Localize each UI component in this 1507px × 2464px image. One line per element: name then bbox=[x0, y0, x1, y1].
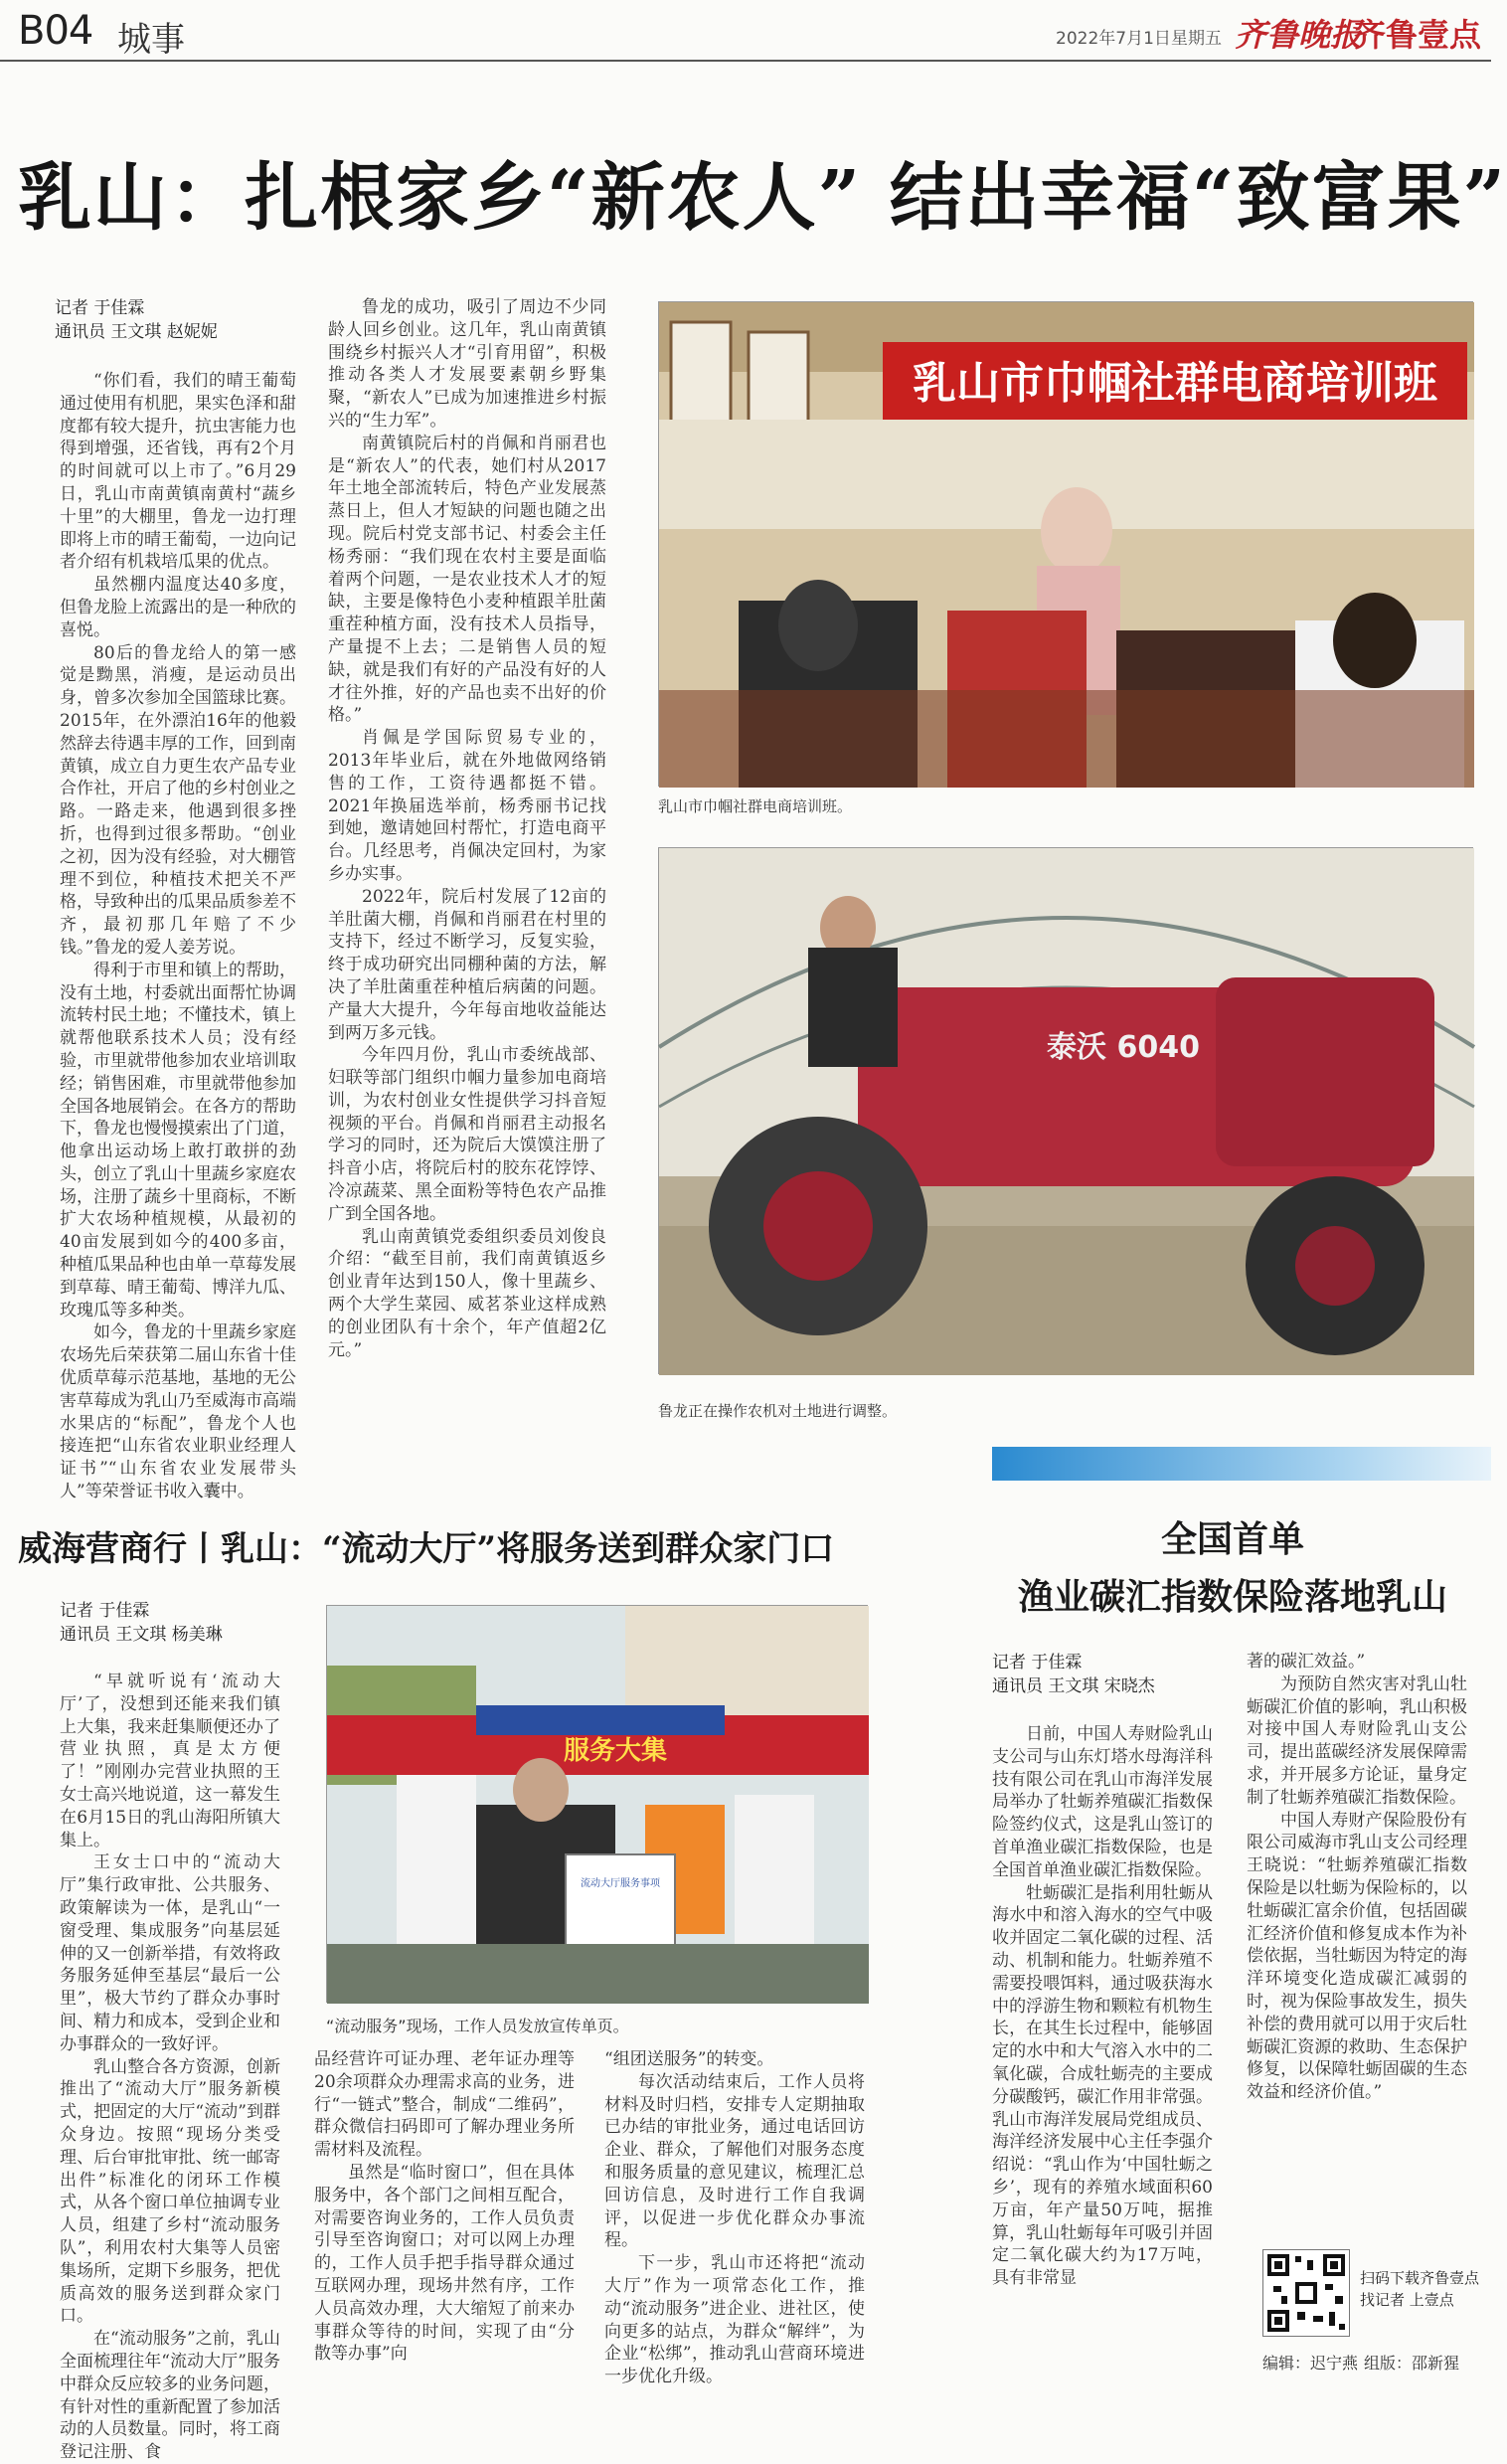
qr-caption bbox=[1360, 2267, 1479, 2311]
editor-credit: 编辑：迟宁燕 bbox=[1262, 2354, 1359, 2373]
article2-column-1 bbox=[60, 1671, 280, 2464]
article2-byline-correspondent: 通讯员 王文琪 杨美琳 bbox=[60, 1625, 223, 1645]
article1-byline-reporter: 记者 于佳霖 bbox=[55, 298, 145, 318]
article3-paragraph: 中国人寿财产保险股份有限公司威海市乳山支公司经理王晓说：“牡蛎养殖碳汇指数保险是以牡蛎为保险标的，以牡蛎碳汇富余价值，包括固碳汇经济价值和修复成本作为补偿依据，当牡蛎因为特定的海洋环境变化造成碳汇减弱的时，视为保险事故发生，损失补偿的费用就可以用于灾后牡蛎碳汇资源的救助、生态保护修复，以保障牡蛎固碳的生态效益和经济价值。” bbox=[1247, 1810, 1467, 2103]
page-number: B04 bbox=[18, 8, 93, 54]
article2-byline-reporter: 记者 于佳霖 bbox=[60, 1601, 150, 1621]
brand-logo-main: 齐鲁晚报 bbox=[1235, 16, 1363, 54]
article3-paragraph: 日前，中国人寿财险乳山支公司与山东灯塔水母海洋科技有限公司在乳山市海洋发展局举办了牡蛎养殖碳汇指数保险签约仪式，这是乳山签订的首单渔业碳汇指数保险，也是全国首单渔业碳汇指数保险。 bbox=[992, 1724, 1213, 1880]
article1-paragraph: 鲁龙的成功，吸引了周边不少同龄人回乡创业。这几年，乳山南黄镇围绕乡村振兴人才“引育用留”，积极推动各类人才发展要素朝乡野集聚，“新农人”已成为加速推进乡村振兴的“生力军”。 bbox=[328, 297, 606, 431]
article1-paragraph: 肖佩是学国际贸易专业的，2013年毕业后，就在外地做网络销售的工作，工资待遇都挺不错。2021年换届选举前，杨秀丽书记找到她，邀请她回村帮忙，打造电商平台。几经思考，肖佩决定回村，为家乡办实事。 bbox=[328, 728, 606, 884]
article3-paragraph: 为预防自然灾害对乳山牡蛎碳汇价值的影响，乳山积极对接中国人寿财险乳山支公司，提出蓝碳经济发展保障需求，并开展多方论证，量身定制了牡蛎养殖碳汇指数保险。 bbox=[1247, 1673, 1467, 1808]
article2-paragraph: 品经营许可证办理、老年证办理等20余项群众办理需求高的业务，进行“一链式”整合，制成“二维码”，群众微信扫码即可了解办理业务所需材料及流程。 bbox=[314, 2049, 575, 2161]
article1-byline bbox=[55, 296, 218, 344]
article2-column-3 bbox=[604, 2048, 865, 2388]
article3-headline-line1: 全国首单 bbox=[1160, 1518, 1304, 1560]
article2-byline bbox=[60, 1599, 223, 1647]
article2-column-2 bbox=[314, 2048, 575, 2366]
article3-byline bbox=[992, 1651, 1155, 1698]
tractor-photo bbox=[658, 847, 1473, 1374]
article1-paragraph: 乳山南黄镇党委组织委员刘俊良介绍：“截至目前，我们南黄镇返乡创业青年达到150人，像十里蔬乡、两个大学生菜园、威茗茶业这样成熟的创业团队有十余个，年产值超2亿元。” bbox=[328, 1226, 606, 1360]
article2-paragraph: “组团送服务”的转变。 bbox=[604, 2049, 774, 2069]
section-color-bar bbox=[992, 1447, 1491, 1481]
article2-paragraph: 在“流动服务”之前，乳山全面梳理往年“流动大厅”服务中群众反应较多的业务问题，有针对性的重新配置了参加活动的人员数量。同时，将工商登记注册、食 bbox=[60, 2329, 280, 2463]
service-sign-text: 流动大厅服务事项 bbox=[581, 1878, 660, 1889]
tractor-photo-art bbox=[659, 848, 1474, 1375]
article1-paragraph: 虽然棚内温度达40多度，但鲁龙脸上流露出的是一种欣的喜悦。 bbox=[60, 575, 296, 640]
tractor-photo-caption: 鲁龙正在操作农机对土地进行调整。 bbox=[658, 1402, 898, 1420]
article1-paragraph: 80后的鲁龙给人的第一感觉是黝黑，消瘦，是运动员出身，曾多次参加全国篮球比赛。2015年，在外漂泊16年的他毅然辞去待遇丰厚的工作，回到南黄镇，成立自力更生农产品专业合作社，开启了他的乡村创业之路。一路走来，他遇到很多挫折，也得到过很多帮助。“创业之初，因为没有经验，对大棚管理不到位，种植技术把关不严格，导致种出的瓜果品质参差不齐，最初那几年赔了不少钱。”鲁龙的爱人姜芳说。 bbox=[60, 642, 296, 958]
article3-byline-correspondent: 通讯员 王文琪 宋晓杰 bbox=[992, 1676, 1155, 1696]
article3-headline-line2: 渔业碳汇指数保险落地乳山 bbox=[1017, 1576, 1447, 1618]
issue-date: 2022年7月1日 bbox=[1056, 29, 1171, 49]
article1-paragraph: 2022年，院后村发展了12亩的羊肚菌大棚，肖佩和肖丽君在村里的支持下，经过不断学习，反复实验，终于成功研究出同棚种菌的方法，解决了羊肚菌重茬种植后病菌的问题。产量大大提升，今年每亩地收益能达到两万多元钱。 bbox=[328, 886, 606, 1043]
article1-paragraph: 今年四月份，乳山市委统战部、妇联等部门组织巾帼力量参加电商培训，为农村创业女性提供学习抖音短视频的平台。肖佩和肖丽君主动报名学习的同时，还为院后大馍馍注册了抖音小店，将院后村的胶东花饽饽、冷凉蔬菜、黑全面粉等特色农产品推广到全国各地。 bbox=[328, 1045, 606, 1224]
mobile-service-photo-art bbox=[327, 1606, 869, 2004]
article2-headline: 威海营商行丨乳山：“流动大厅”将服务送到群众家门口 bbox=[18, 1529, 835, 1569]
header-rule bbox=[0, 60, 1491, 62]
article2-paragraph: 每次活动结束后，工作人员将材料及时归档，安排专人定期抽取已办结的审批业务，通过电话回访企业、群众，了解他们对服务态度和服务质量的意见建议，梳理汇总回访信息，及时进行工作自我调评，以促进一步优化群众办事流程。 bbox=[604, 2071, 865, 2251]
training-photo-caption: 乳山市巾帼社群电商培训班。 bbox=[658, 797, 853, 815]
training-class-photo bbox=[658, 301, 1473, 787]
article1-paragraph: 如今，鲁龙的十里蔬乡家庭农场先后荣获第二届山东省十佳优质草莓示范基地，基地的无公害草莓成为乳山乃至威海市高端水果店的“标配”，鲁龙个人也接连把“山东省农业职业经理人证书”“山东省农业发展带头人”等荣誉证书收入囊中。 bbox=[60, 1322, 296, 1502]
brand-logo-sub: 齐鲁壹点 bbox=[1354, 16, 1482, 54]
article1-column-1 bbox=[60, 370, 296, 1503]
article2-paragraph: 下一步，乳山市还将把“流动大厅”作为一项常态化工作，推动“流动服务”进企业、进社区，使向更多的站点，为群众“解绊”，为企业“松绑”，推动乳山营商环境进一步优化升级。 bbox=[604, 2253, 865, 2387]
article1-paragraph: “你们看，我们的晴王葡萄通过使用有机肥，果实色泽和甜度都有较大提升，抗虫害能力也得到增强，还省钱，再有2个月的时间就可以上市了。”6月29日，乳山市南黄镇南黄村“蔬乡十里”的大棚里，鲁龙一边打理即将上市的晴王葡萄，一边向记者介绍有机栽培瓜果的优点。 bbox=[60, 371, 296, 573]
article1-paragraph: 南黄镇院后村的肖佩和肖丽君也是“新农人”的代表，她们村从2017年土地全部流转后，特色产业发展蒸蒸日上，但人才短缺的问题也随之出现。院后村党支部书记、村委会主任杨秀丽：“我们现在农村主要是面临着两个问题，一是农业技术人才的短缺，主要是像特色小麦种植跟羊肚菌重茬种植方面，没有技术人员指导，产量提不上去；二是销售人员的短缺，就是我们有好的产品没有好的人才往外推，好的产品也卖不出好的价格。” bbox=[328, 433, 606, 726]
download-qr-code[interactable] bbox=[1262, 2249, 1350, 2337]
article1-byline-correspondent: 通讯员 王文琪 赵妮妮 bbox=[55, 322, 218, 342]
qr-caption-line2: 找记者 上壹点 bbox=[1360, 2291, 1454, 2309]
article2-paragraph: “早就听说有‘流动大厅’了，没想到还能来我们镇上大集，我来赶集顺便还办了营业执照，真是太方便了！”刚刚办完营业执照的王女士高兴地说道，这一幕发生在6月15日的乳山海阳所镇大集上。 bbox=[60, 1672, 280, 1850]
article1-headline: 乳山：扎根家乡“新农人” 结出幸福“致富果” bbox=[18, 155, 1507, 241]
article2-paragraph: 乳山整合各方资源，创新推出了“流动大厅”服务新模式，把固定的大厅“流动”到群众身边。按照“现场分类受理、后台审批审批、统一邮寄出件”标准化的闭环工作模式，从各个窗口单位抽调专业人员，组建了乡村“流动服务队”，利用农村大集等人员密集场所，定期下乡服务，把优质高效的服务送到群众家门口。 bbox=[60, 2056, 280, 2327]
training-class-photo-art bbox=[659, 302, 1474, 788]
mobile-service-photo-caption: “流动服务”现场，工作人员发放宣传单页。 bbox=[326, 2017, 629, 2035]
section-name: 城事 bbox=[117, 20, 185, 60]
qr-code-icon bbox=[1263, 2250, 1349, 2336]
training-banner-text: 乳山市巾帼社群电商培训班 bbox=[913, 358, 1437, 409]
article3-paragraph: 著的碳汇效益。” bbox=[1247, 1652, 1366, 1672]
qr-caption-line1: 扫码下载齐鲁壹点 bbox=[1360, 2269, 1480, 2287]
service-banner-text: 服务大集 bbox=[563, 1736, 668, 1766]
issue-weekday: 星期五 bbox=[1171, 29, 1222, 49]
article1-paragraph: 得利于市里和镇上的帮助，没有土地，村委就出面帮忙协调流转村民土地；不懂技术，镇上就帮他联系技术人员；没有经验，市里就带他参加农业培训取经；销售困难，市里就带他参加全国各地展销会。在各方的帮助下，鲁龙也慢慢摸索出了门道，他拿出运动场上敢打敢拼的劲头，创立了乳山十里蔬乡家庭农场，注册了蔬乡十里商标，不断扩大农场种植规模，从最初的40亩发展到如今的400多亩，种植瓜果品种也由单一草莓发展到草莓、晴王葡萄、博洋九瓜、玫瑰瓜等多种类。 bbox=[60, 960, 296, 1320]
article3-byline-reporter: 记者 于佳霖 bbox=[992, 1653, 1083, 1672]
article2-paragraph: 王女士口中的“流动大厅”集行政审批、公共服务、政策解读为一体，是乳山“一窗受理、集成服务”向基层延伸的又一创新举措，有效将政务服务延伸至基层“最后一公里”，极大节约了群众办事时间、精力和成本，受到企业和办事群众的一致好评。 bbox=[60, 1852, 280, 2054]
tractor-label: 泰沃 6040 bbox=[1047, 1030, 1200, 1065]
article2-paragraph: 虽然是“临时窗口”，但在具体服务中，各个部门之间相互配合，对需要咨询业务的，工作人员负责引导至咨询窗口；对可以网上办理的，工作人员手把手指导群众通过互联网办理，现场井然有序，工作人员高效办理，大大缩短了前来办事群众等待的时间，实现了由“分散等办事”向 bbox=[314, 2162, 575, 2365]
article3-column-2 bbox=[1247, 1651, 1467, 2104]
mobile-service-photo bbox=[326, 1605, 868, 2003]
layout-credit: 组版：邵新猩 bbox=[1364, 2354, 1460, 2373]
article3-paragraph: 牡蛎碳汇是指利用牡蛎从海水中和溶入海水的空气中吸收并固定二氧化碳的过程、活动、机制和能力。牡蛎养殖不需要投喂饵料，通过吸获海水中的浮游生物和颗粒有机物生长，在其生长过程中，能够固定的水中和大气溶入水中的二氧化碳，合成牡蛎壳的主要成分碳酸钙，碳汇作用非常强。乳山市海洋发展局党组成员、海洋经济发展中心主任李强介绍说：“乳山作为‘中国牡蛎之乡’，现有的养殖水域面积60万亩，年产量50万吨，据推算，乳山牡蛎每年可吸引并固定二氧化碳大约为17万吨，具有非常显 bbox=[992, 1882, 1213, 2289]
article3-column-1 bbox=[992, 1723, 1213, 2290]
article1-column-2 bbox=[328, 296, 606, 1361]
